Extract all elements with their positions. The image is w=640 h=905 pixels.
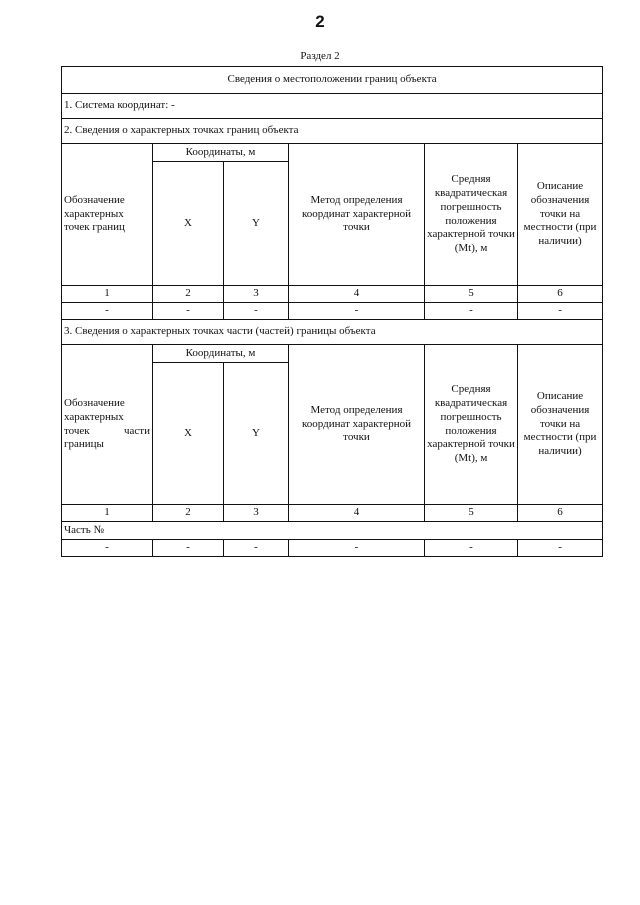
s2-dash-cell: - bbox=[153, 540, 224, 557]
s2-coords-group: Координаты, м bbox=[153, 345, 289, 363]
s2-num-cell: 4 bbox=[289, 505, 425, 522]
boundaries-table bbox=[61, 66, 603, 557]
section2-header-row bbox=[62, 345, 603, 363]
s1-dash-cell: - bbox=[153, 303, 224, 320]
section1-heading: 2. Сведения о характерных точках границ объекта bbox=[62, 119, 603, 144]
s1-dash-cell: - bbox=[224, 303, 289, 320]
s2-num-cell: 1 bbox=[62, 505, 153, 522]
s2-designation-line: точек части bbox=[64, 424, 150, 437]
s1-dash-cell: - bbox=[518, 303, 603, 320]
s2-designation-line: характерных bbox=[64, 410, 124, 423]
s2-numbers-row bbox=[62, 505, 603, 522]
s2-col-error: Средняя квадратическая погрешность положения характерной точки (Mt), м bbox=[425, 345, 518, 505]
s1-num-cell: 2 bbox=[153, 286, 224, 303]
table-title: Сведения о местоположении границ объекта bbox=[62, 67, 603, 94]
section2-heading: 3. Сведения о характерных точках части (частей) границы объекта bbox=[62, 320, 603, 345]
s2-dash-cell: - bbox=[425, 540, 518, 557]
s2-dash-cell: - bbox=[518, 540, 603, 557]
s2-num-cell: 5 bbox=[425, 505, 518, 522]
s1-col-y: Y bbox=[224, 162, 289, 286]
s1-dash-cell: - bbox=[289, 303, 425, 320]
s1-num-cell: 3 bbox=[224, 286, 289, 303]
coord-system: 1. Система координат: - bbox=[62, 94, 603, 119]
s1-num-cell: 5 bbox=[425, 286, 518, 303]
s1-data-row bbox=[62, 303, 603, 320]
s1-col-designation: Обозначение характерных точек границ bbox=[62, 144, 153, 286]
section-label: Раздел 2 bbox=[300, 50, 340, 62]
s2-dash-cell: - bbox=[224, 540, 289, 557]
table-title-row bbox=[62, 67, 603, 94]
s2-dash-cell: - bbox=[62, 540, 153, 557]
s1-coords-group: Координаты, м bbox=[153, 144, 289, 162]
s1-numbers-row bbox=[62, 286, 603, 303]
s1-col-x: X bbox=[153, 162, 224, 286]
s1-num-cell: 1 bbox=[62, 286, 153, 303]
section1-header-row bbox=[62, 144, 603, 162]
s2-num-cell: 2 bbox=[153, 505, 224, 522]
section1-heading-row bbox=[62, 119, 603, 144]
s1-num-cell: 4 bbox=[289, 286, 425, 303]
s2-col-description: Описание обозначения точки на местности (при наличии) bbox=[518, 345, 603, 505]
s2-col-method: Метод определения координат характерной точки bbox=[289, 345, 425, 505]
s1-dash-cell: - bbox=[425, 303, 518, 320]
s2-designation-line: Обозначение bbox=[64, 397, 125, 409]
s2-col-x: X bbox=[153, 363, 224, 505]
s2-part-label: Часть № bbox=[62, 522, 603, 540]
page-number: 2 bbox=[315, 12, 325, 31]
s1-dash-cell: - bbox=[62, 303, 153, 320]
s1-col-error: Средняя квадратическая погрешность положения характерной точки (Mt), м bbox=[425, 144, 518, 286]
s2-dash-cell: - bbox=[289, 540, 425, 557]
s2-data-row bbox=[62, 540, 603, 557]
s1-col-description: Описание обозначения точки на местности (при наличии) bbox=[518, 144, 603, 286]
s2-num-cell: 3 bbox=[224, 505, 289, 522]
s1-num-cell: 6 bbox=[518, 286, 603, 303]
s2-part-row bbox=[62, 522, 603, 540]
s2-col-designation bbox=[62, 345, 153, 505]
s2-designation-line: границы bbox=[64, 438, 104, 451]
s2-col-y: Y bbox=[224, 363, 289, 505]
s2-num-cell: 6 bbox=[518, 505, 603, 522]
section2-heading-row bbox=[62, 320, 603, 345]
s1-col-method: Метод определения координат характерной точки bbox=[289, 144, 425, 286]
coord-system-row bbox=[62, 94, 603, 119]
